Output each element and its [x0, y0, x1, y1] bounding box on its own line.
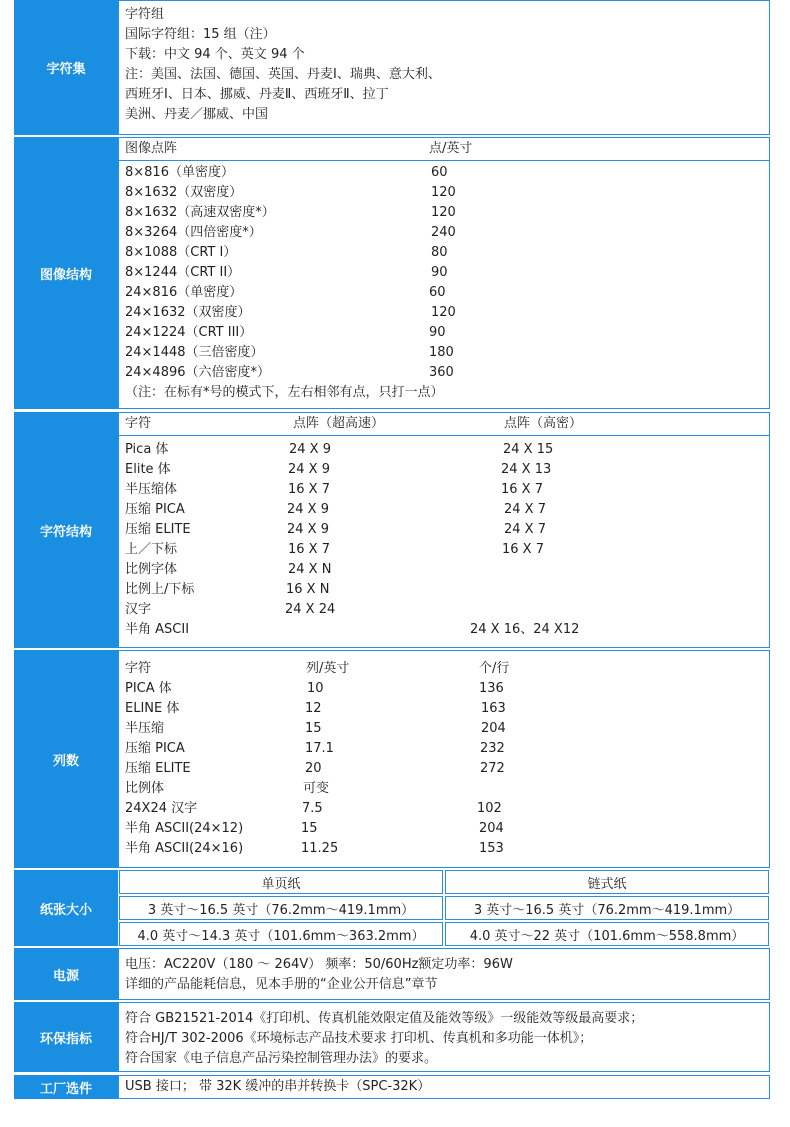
table-cell: 24 X 24: [285, 602, 336, 617]
table-cell: 24 X 9: [288, 462, 330, 477]
table-cell: 24×1224（CRT III）: [125, 325, 253, 340]
table-cell: 15: [305, 721, 322, 736]
text-line: 美洲、丹麦／挪威、中国: [125, 107, 269, 122]
paper-chain-header: 链式纸: [445, 870, 769, 894]
table-cell: 比例字体: [125, 562, 178, 577]
text-line: 详细的产品能耗信息，见本手册的“企业公开信息”章节: [125, 977, 438, 992]
table-cell: 压缩 ELITE: [125, 522, 191, 537]
table-cell: 字符: [125, 661, 152, 676]
table-cell: 24×1632（双密度）: [125, 305, 251, 320]
paper-single-header: 单页纸: [119, 870, 443, 894]
table-cell: ELINE 体: [125, 701, 180, 716]
table-cell: 90: [431, 265, 448, 280]
table-cell: 24 X 15: [503, 442, 554, 457]
table-cell: 24 X 7: [504, 502, 546, 517]
table-cell: 24X24 汉字: [125, 801, 198, 816]
table-cell: 个/行: [479, 661, 510, 676]
table-cell: Elite 体: [125, 462, 171, 477]
row-image-structure: [14, 137, 770, 409]
charstruct-cell: [118, 412, 770, 648]
text-line: 国际字符组：15 组（注）: [125, 27, 276, 42]
table-cell: 汉字: [125, 602, 152, 617]
table-cell: 24 X 9: [289, 442, 331, 457]
table-cell: 24 X 9: [287, 522, 329, 537]
text-line: USB 接口； 带 32K 缓冲的串并转换卡（SPC-32K）: [125, 1079, 431, 1094]
table-cell: 10: [307, 681, 324, 696]
table-cell: Pica 体: [125, 442, 169, 457]
table-cell: 上／下标: [125, 542, 178, 557]
table-cell: 24×4896（六倍密度*）: [125, 365, 271, 380]
row-label: 图像结构: [14, 137, 118, 409]
table-cell: 8×1632（高速双密度*）: [125, 205, 275, 220]
table-cell: 204: [481, 721, 506, 736]
table-cell: 16 X 7: [502, 542, 544, 557]
table-cell: 136: [479, 681, 504, 696]
table-cell: 240: [431, 225, 456, 240]
header-cell: 点阵（超高速）: [293, 416, 385, 431]
table-cell: 16 X N: [286, 582, 330, 597]
table-cell: 60: [429, 285, 446, 300]
paper-chain-range-2: 4.0 英寸～22 英寸（101.6mm～558.8mm）: [445, 922, 769, 946]
table-cell: 60: [431, 165, 448, 180]
text-line: 注：美国、法国、德国、英国、丹麦Ⅰ、瑞典、意大利、: [125, 67, 441, 82]
table-cell: 压缩 PICA: [125, 741, 185, 756]
charset-cell: [118, 0, 770, 135]
table-cell: 15: [301, 821, 318, 836]
table-cell: 比例上/下标: [125, 582, 195, 597]
table-cell: 24 X N: [288, 562, 332, 577]
table-cell: 12: [305, 701, 322, 716]
row-char-structure: [14, 412, 770, 648]
eco-cell: [118, 1002, 770, 1072]
table-cell: 17.1: [305, 741, 334, 756]
row-label: 电源: [14, 948, 118, 1000]
columns-cell: [118, 650, 770, 868]
table-cell: 232: [480, 741, 505, 756]
row-label: 字符集: [14, 0, 118, 135]
text-line: 符合 GB21521-2014《打印机、传真机能效限定值及能效等级》一级能效等级最高要求；: [125, 1011, 644, 1026]
table-cell: 24 X 7: [504, 522, 546, 537]
image-cell: [118, 137, 770, 409]
row-label: 字符结构: [14, 412, 118, 648]
table-cell: 半角 ASCII(24×16): [125, 841, 244, 856]
text-line: 符合国家《电子信息产品污染控制管理办法》的要求。: [125, 1051, 438, 1066]
row-paper-size: [14, 870, 770, 946]
text-line: 字符组: [125, 7, 165, 22]
row-columns: [14, 650, 770, 868]
table-cell: PICA 体: [125, 681, 172, 696]
row-power: [14, 948, 770, 1000]
table-cell: 360: [429, 365, 454, 380]
table-cell: 11.25: [301, 841, 339, 856]
table-header: [119, 413, 769, 436]
table-cell: 16 X 7: [288, 542, 330, 557]
table-cell: 8×816（单密度）: [125, 165, 234, 180]
paper-single-range-2: 4.0 英寸～14.3 英寸（101.6mm～363.2mm）: [119, 922, 443, 946]
table-cell: 120: [431, 205, 456, 220]
text-line: 符合HJ/T 302-2006《环境标志产品技术要求 打印机、传真机和多功能一体机》；: [125, 1031, 593, 1046]
table-cell: 24 X 16、24 X12: [470, 622, 580, 637]
row-label: 工厂选件: [14, 1075, 118, 1099]
table-cell: 列/英寸: [306, 661, 350, 676]
table-cell: 8×1244（CRT II）: [125, 265, 241, 280]
paper-chain-range-1: 3 英寸～16.5 英寸（76.2mm～419.1mm）: [445, 896, 769, 920]
table-cell: 163: [481, 701, 506, 716]
row-charset: [14, 0, 770, 135]
image-note: （注：在标有*号的模式下，左右相邻有点，只打一点）: [125, 385, 444, 400]
table-cell: 24 X 9: [287, 502, 329, 517]
row-label: 纸张大小: [14, 870, 118, 946]
table-cell: 16 X 7: [501, 482, 543, 497]
table-cell: 102: [477, 801, 502, 816]
table-cell: 7.5: [302, 801, 323, 816]
table-cell: 90: [429, 325, 446, 340]
table-cell: 半角 ASCII: [125, 622, 190, 637]
table-cell: 半角 ASCII(24×12): [125, 821, 244, 836]
table-cell: 半压缩体: [125, 482, 178, 497]
row-label: 列数: [14, 650, 118, 868]
table-cell: 8×1632（双密度）: [125, 185, 243, 200]
row-factory-options: [14, 1075, 770, 1099]
table-cell: 204: [479, 821, 504, 836]
table-cell: 24 X 13: [501, 462, 552, 477]
header-cell: 图像点阵: [125, 141, 178, 156]
text-line: 电压：AC220V（180 ～ 264V） 频率：50/60Hz额定功率：96W: [125, 957, 513, 972]
table-cell: 16 X 7: [288, 482, 330, 497]
table-cell: 120: [431, 305, 456, 320]
power-cell: [118, 948, 770, 1000]
table-cell: 8×1088（CRT I）: [125, 245, 237, 260]
table-cell: 80: [431, 245, 448, 260]
table-header: [119, 138, 769, 161]
table-cell: 24×816（单密度）: [125, 285, 243, 300]
table-cell: 153: [479, 841, 504, 856]
header-cell: 字符: [125, 416, 152, 431]
table-cell: 比例体: [125, 781, 165, 796]
table-cell: 272: [480, 761, 505, 776]
header-cell: 点/英寸: [429, 141, 473, 156]
paper-single-range-1: 3 英寸～16.5 英寸（76.2mm～419.1mm）: [119, 896, 443, 920]
row-eco: [14, 1002, 770, 1072]
table-cell: 8×3264（四倍密度*）: [125, 225, 262, 240]
table-cell: 120: [431, 185, 456, 200]
table-cell: 180: [429, 345, 454, 360]
table-cell: 20: [305, 761, 322, 776]
row-label: 环保指标: [14, 1002, 118, 1072]
text-line: 西班牙Ⅰ、日本、挪威、丹麦Ⅱ、西班牙Ⅱ、拉丁: [125, 87, 389, 102]
table-cell: 半压缩: [125, 721, 165, 736]
table-cell: 压缩 PICA: [125, 502, 185, 517]
factory-cell: [118, 1075, 770, 1099]
text-line: 下载：中文 94 个、英文 94 个: [125, 47, 305, 62]
table-cell: 24×1448（三倍密度）: [125, 345, 264, 360]
table-cell: 压缩 ELITE: [125, 761, 191, 776]
table-cell: 可变: [303, 781, 330, 796]
header-cell: 点阵（高密）: [504, 416, 583, 431]
